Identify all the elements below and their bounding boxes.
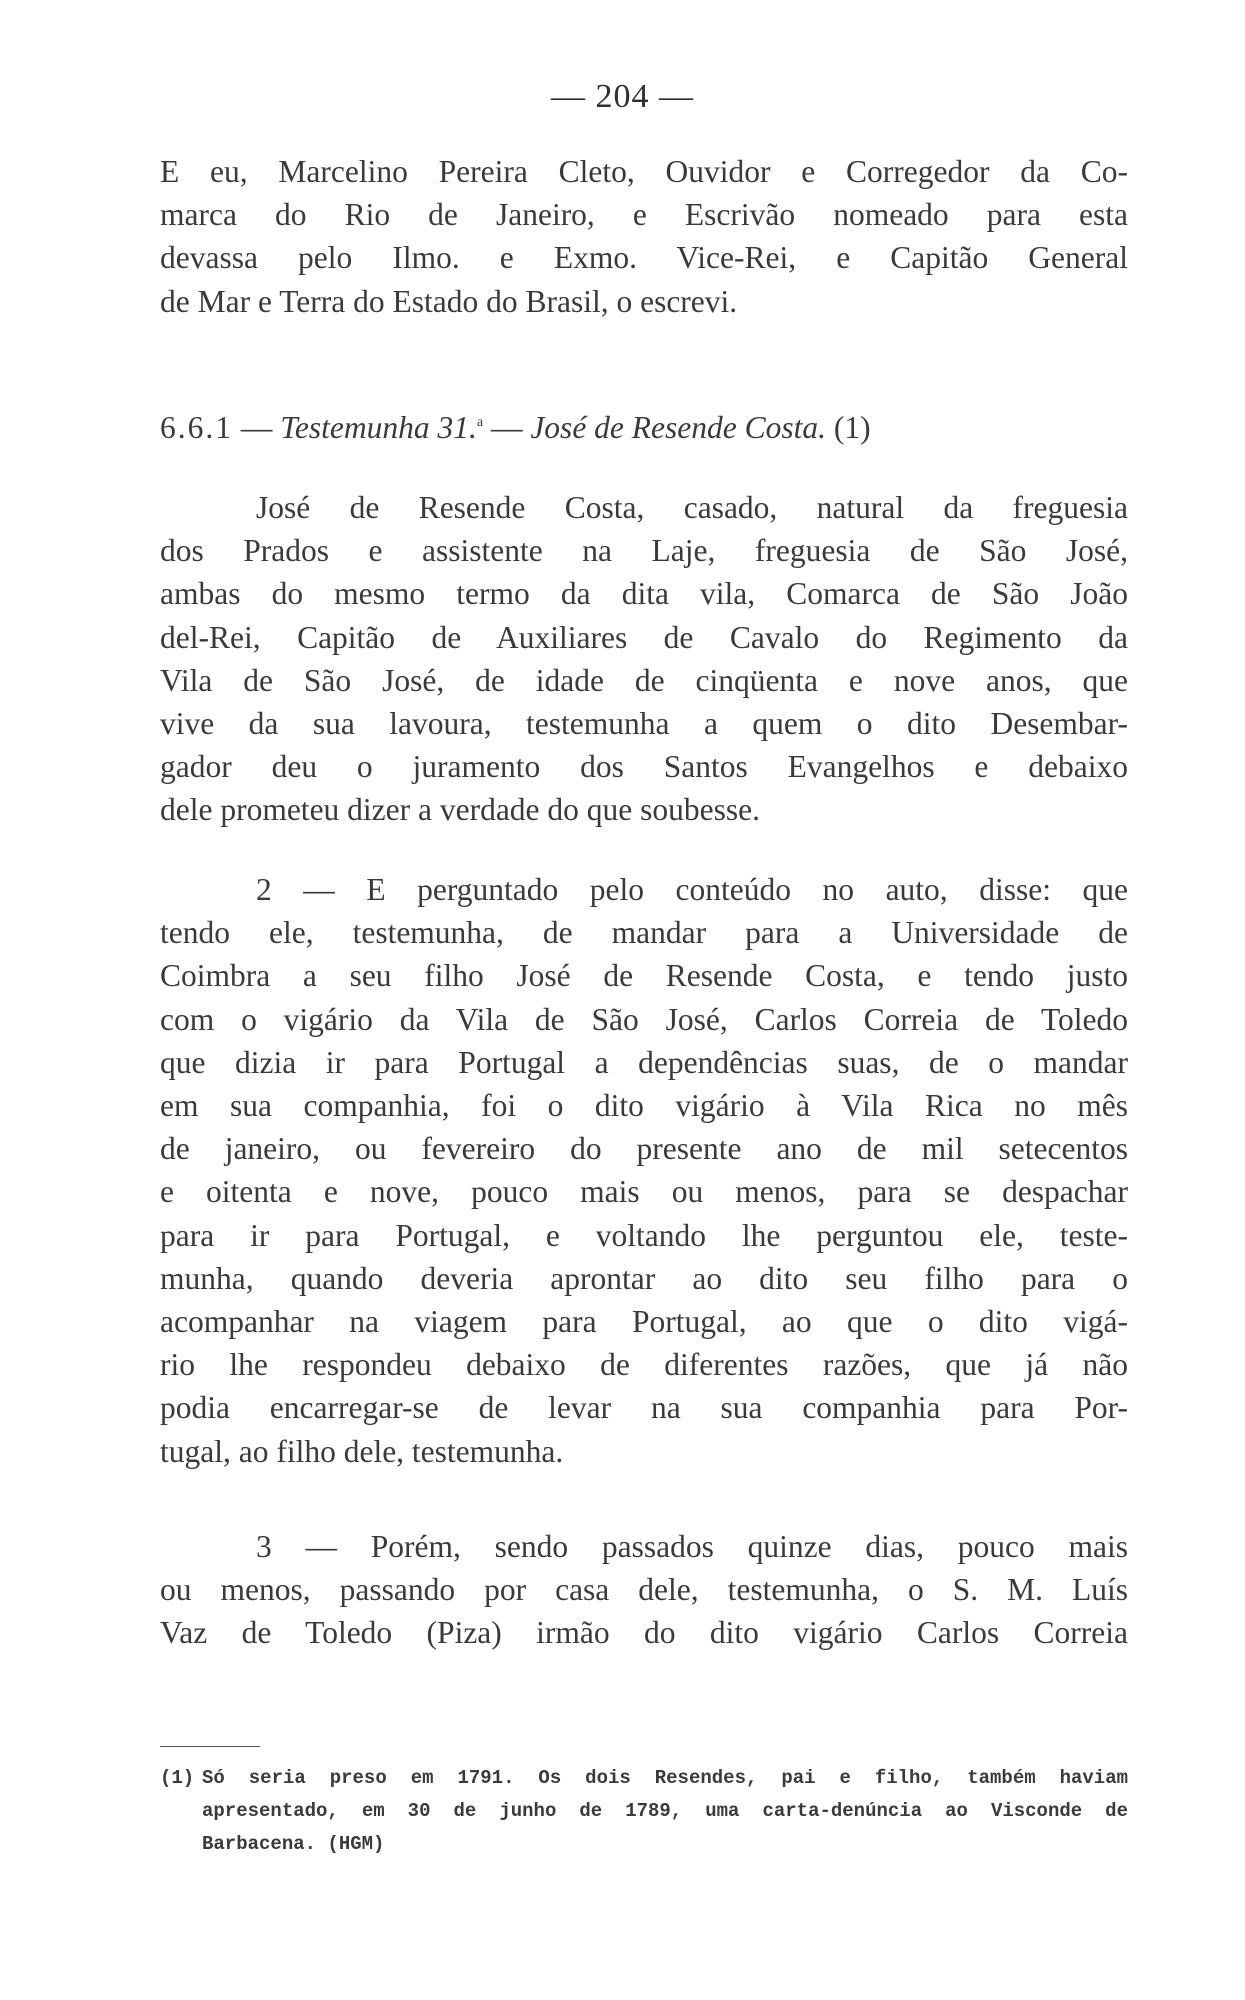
text-line: ambas do mesmo termo da dita vila, Comarca de São João [160, 576, 1128, 612]
page-number: — 204 — [551, 78, 694, 115]
text-line: tendo ele, testemunha, de mandar para a Universidade de [160, 915, 1128, 951]
text-line: Vila de São José, de idade de cinqüenta e nove anos, que [160, 662, 1128, 698]
text-line: gador deu o juramento dos Santos Evangelhos e debaixo [160, 749, 1128, 785]
paragraph-closing-signature [160, 150, 1128, 323]
text-line: para ir para Portugal, e voltando lhe perguntou ele, teste- [160, 1217, 1128, 1253]
text-line: acompanhar na viagem para Portugal, ao que o dito vigá- [160, 1304, 1128, 1340]
footnote-divider [160, 1746, 260, 1747]
dash: — [233, 410, 281, 445]
text-line: podia encarregar-se de levar na sua companhia para Por- [160, 1390, 1128, 1426]
text-line: devassa pelo Ilmo. e Exmo. Vice-Rei, e Capitão General [160, 240, 1128, 276]
footnote-line: Só seria preso em 1791. Os dois Resendes, pai e filho, também haviam [202, 1767, 1128, 1789]
text-line: Vaz de Toledo (Piza) irmão do dito vigário Carlos Correia [160, 1615, 1128, 1651]
text-line: tugal, ao filho dele, testemunha. [160, 1433, 564, 1469]
footnote-marker: (1) [160, 1767, 195, 1789]
text-line: e oitenta e nove, pouco mais ou menos, para se despachar [160, 1174, 1128, 1210]
paragraph-witness-identification [160, 486, 1128, 832]
footnote-body [202, 1762, 1128, 1861]
text-line: 2 — E perguntado pelo conteúdo no auto, disse: que [256, 872, 1128, 907]
text-line: rio lhe respondeu debaixo de diferentes razões, que já não [160, 1347, 1128, 1383]
text-line: José de Resende Costa, casado, natural da freguesia [256, 490, 1128, 525]
text-line: dele prometeu dizer a verdade do que soubesse. [160, 792, 761, 828]
ordinal-indicator: a [476, 415, 484, 430]
text-line: 3 — Porém, sendo passados quinze dias, pouco mais [256, 1529, 1128, 1564]
witness-name: José de Resende Costa. [530, 410, 826, 445]
dash: — [483, 410, 531, 445]
footnote-line: Barbacena. (HGM) [202, 1833, 385, 1855]
text-line: Coimbra a seu filho José de Resende Costa, e tendo justo [160, 958, 1128, 994]
footnote-reference: (1) [826, 410, 871, 445]
paragraph-testimony-2 [160, 868, 1128, 1473]
text-line: de janeiro, ou fevereiro do presente ano de mil setecentos [160, 1131, 1128, 1167]
text-line: dos Prados e assistente na Laje, freguesia de São José, [160, 533, 1128, 569]
footnote [160, 1762, 1128, 1861]
text-line: que dizia ir para Portugal a dependências suas, de o mandar [160, 1044, 1128, 1080]
section-heading [160, 410, 1128, 446]
text-line: de Mar e Terra do Estado do Brasil, o escrevi. [160, 283, 738, 319]
text-line: munha, quando deveria aprontar ao dito seu filho para o [160, 1260, 1128, 1296]
text-line: del-Rei, Capitão de Auxiliares de Cavalo do Regimento da [160, 619, 1128, 655]
text-line: E eu, Marcelino Pereira Cleto, Ouvidor e Corregedor da Co- [160, 154, 1128, 189]
section-number: 6.6.1 [160, 410, 233, 445]
witness-label: Testemunha 31. [280, 410, 477, 445]
paragraph-testimony-3 [160, 1525, 1128, 1655]
footnote-line: apresentado, em 30 de junho de 1789, uma carta-denúncia ao Visconde de [202, 1800, 1128, 1822]
text-line: em sua companhia, foi o dito vigário à Vila Rica no mês [160, 1088, 1128, 1124]
text-line: com o vigário da Vila de São José, Carlos Correia de Toledo [160, 1001, 1128, 1037]
text-line: vive da sua lavoura, testemunha a quem o dito Desembar- [160, 706, 1128, 742]
text-line: marca do Rio de Janeiro, e Escrivão nomeado para esta [160, 197, 1128, 233]
text-line: ou menos, passando por casa dele, testemunha, o S. M. Luís [160, 1572, 1128, 1608]
